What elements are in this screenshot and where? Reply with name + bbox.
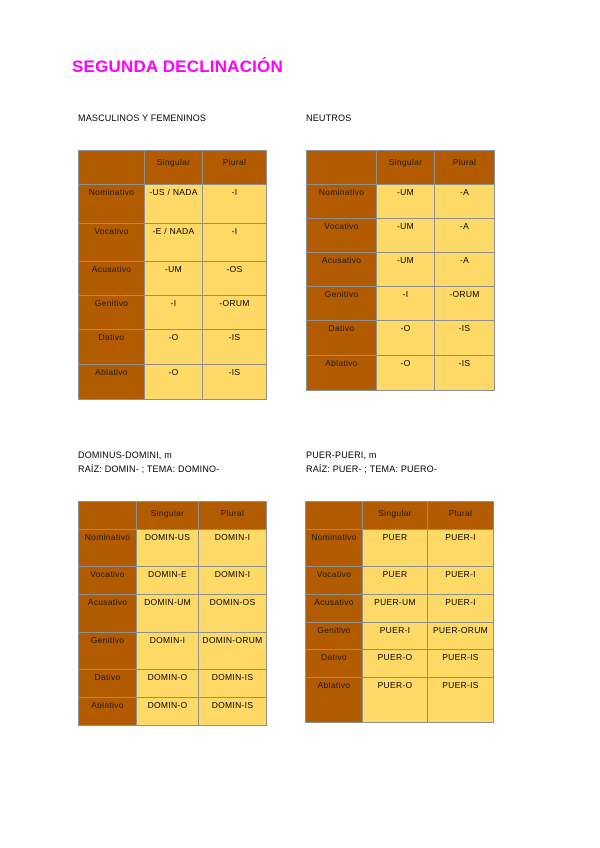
- singular-cell: -O: [145, 330, 203, 365]
- plural-cell: DOMIN-I: [199, 567, 267, 595]
- plural-cell: DOMIN-ORUM: [199, 633, 267, 670]
- singular-cell: DOMIN-I: [137, 633, 199, 670]
- table-row: [306, 595, 494, 623]
- singular-cell: PUER: [363, 567, 428, 595]
- table-masc: [78, 150, 267, 400]
- plural-cell: PUER-I: [428, 595, 494, 623]
- plural-cell: -IS: [435, 356, 495, 391]
- table-row: [79, 670, 267, 698]
- case-cell: Dativo: [306, 650, 363, 678]
- table-row: [79, 185, 267, 224]
- puer-label: PUER-PUERI, m: [306, 450, 377, 460]
- singular-cell: DOMIN-O: [137, 670, 199, 698]
- case-cell: Genitivo: [306, 623, 363, 650]
- plural-cell: PUER-IS: [428, 678, 494, 723]
- plural-cell: -ORUM: [435, 287, 495, 321]
- singular-cell: -E / NADA: [145, 224, 203, 262]
- plural-cell: -I: [203, 185, 267, 224]
- case-cell: Genitivo: [307, 287, 377, 321]
- table-row: [306, 623, 494, 650]
- table-row: [306, 530, 494, 567]
- case-cell: Acusativo: [79, 262, 145, 296]
- case-cell: Dativo: [79, 330, 145, 365]
- header-plural: Plural: [435, 151, 495, 185]
- singular-cell: PUER-UM: [363, 595, 428, 623]
- table-puer: [305, 501, 494, 723]
- header-singular: Singular: [137, 502, 199, 530]
- singular-cell: DOMIN-UM: [137, 595, 199, 633]
- case-cell: Nominativo: [79, 185, 145, 224]
- table-dominus: [78, 501, 267, 726]
- singular-cell: -O: [145, 365, 203, 400]
- case-cell: Ablativo: [79, 365, 145, 400]
- case-cell: Dativo: [307, 321, 377, 356]
- header-singular: Singular: [145, 151, 203, 185]
- table-row: [79, 633, 267, 670]
- plural-cell: DOMIN-I: [199, 530, 267, 567]
- case-cell: Nominativo: [306, 530, 363, 567]
- dominus-label: DOMINUS-DOMINI, m: [78, 450, 172, 460]
- plural-cell: -I: [203, 224, 267, 262]
- table-row: [79, 567, 267, 595]
- singular-cell: -UM: [377, 253, 435, 287]
- case-cell: Genitivo: [79, 296, 145, 330]
- header-plural: Plural: [428, 502, 494, 530]
- table-row: [79, 262, 267, 296]
- plural-cell: -A: [435, 253, 495, 287]
- table-row: [306, 678, 494, 723]
- plural-cell: PUER-I: [428, 567, 494, 595]
- case-cell: Nominativo: [307, 185, 377, 219]
- table-row: [79, 698, 267, 726]
- plural-cell: DOMIN-IS: [199, 670, 267, 698]
- plural-cell: -IS: [435, 321, 495, 356]
- table-row: [307, 185, 495, 219]
- case-cell: Ablativo: [307, 356, 377, 391]
- singular-cell: -US / NADA: [145, 185, 203, 224]
- singular-cell: PUER: [363, 530, 428, 567]
- singular-cell: PUER-O: [363, 678, 428, 723]
- page-title: SEGUNDA DECLINACIÓN: [72, 57, 283, 76]
- plural-cell: PUER-ORUM: [428, 623, 494, 650]
- singular-cell: DOMIN-E: [137, 567, 199, 595]
- case-cell: Acusativo: [306, 595, 363, 623]
- plural-cell: -A: [435, 185, 495, 219]
- table-row: [307, 356, 495, 391]
- case-cell: Dativo: [79, 670, 137, 698]
- plural-cell: -OS: [203, 262, 267, 296]
- singular-cell: -UM: [377, 185, 435, 219]
- table-row: [79, 296, 267, 330]
- plural-cell: -A: [435, 219, 495, 253]
- case-cell: Vocativo: [307, 219, 377, 253]
- table-row: [79, 530, 267, 567]
- puer-stem-label: RAÍZ: PUER- ; TEMA: PUERO-: [306, 464, 438, 474]
- table-row: [79, 595, 267, 633]
- singular-cell: PUER-O: [363, 650, 428, 678]
- neut-label: NEUTROS: [306, 113, 352, 123]
- plural-cell: DOMIN-IS: [199, 698, 267, 726]
- header-plural: Plural: [203, 151, 267, 185]
- singular-cell: PUER-I: [363, 623, 428, 650]
- header-plural: Plural: [199, 502, 267, 530]
- case-cell: Genitivo: [79, 633, 137, 670]
- table-row: [79, 224, 267, 262]
- singular-cell: -I: [145, 296, 203, 330]
- case-cell: Vocativo: [79, 567, 137, 595]
- singular-cell: -O: [377, 321, 435, 356]
- plural-cell: -IS: [203, 365, 267, 400]
- singular-cell: DOMIN-US: [137, 530, 199, 567]
- dominus-stem-label: RAÍZ: DOMIN- ; TEMA: DOMINO-: [78, 464, 220, 474]
- plural-cell: PUER-IS: [428, 650, 494, 678]
- table-row: [307, 287, 495, 321]
- table-corner: [79, 151, 145, 185]
- table-corner: [306, 502, 363, 530]
- case-cell: Acusativo: [307, 253, 377, 287]
- singular-cell: -O: [377, 356, 435, 391]
- table-row: [306, 567, 494, 595]
- table-row: [79, 365, 267, 400]
- singular-cell: -UM: [145, 262, 203, 296]
- case-cell: Ablativo: [79, 698, 137, 726]
- case-cell: Vocativo: [79, 224, 145, 262]
- singular-cell: -I: [377, 287, 435, 321]
- table-row: [307, 219, 495, 253]
- plural-cell: DOMIN-OS: [199, 595, 267, 633]
- table-row: [307, 253, 495, 287]
- case-cell: Vocativo: [306, 567, 363, 595]
- case-cell: Ablativo: [306, 678, 363, 723]
- table-row: [307, 321, 495, 356]
- header-singular: Singular: [363, 502, 428, 530]
- masc-label: MASCULINOS Y FEMENINOS: [78, 113, 207, 123]
- table-corner: [79, 502, 137, 530]
- plural-cell: -IS: [203, 330, 267, 365]
- table-corner: [307, 151, 377, 185]
- header-singular: Singular: [377, 151, 435, 185]
- case-cell: Nominativo: [79, 530, 137, 567]
- plural-cell: PUER-I: [428, 530, 494, 567]
- plural-cell: -ORUM: [203, 296, 267, 330]
- table-neut: [306, 150, 495, 391]
- case-cell: Acusativo: [79, 595, 137, 633]
- singular-cell: DOMIN-O: [137, 698, 199, 726]
- table-row: [79, 330, 267, 365]
- table-row: [306, 650, 494, 678]
- singular-cell: -UM: [377, 219, 435, 253]
